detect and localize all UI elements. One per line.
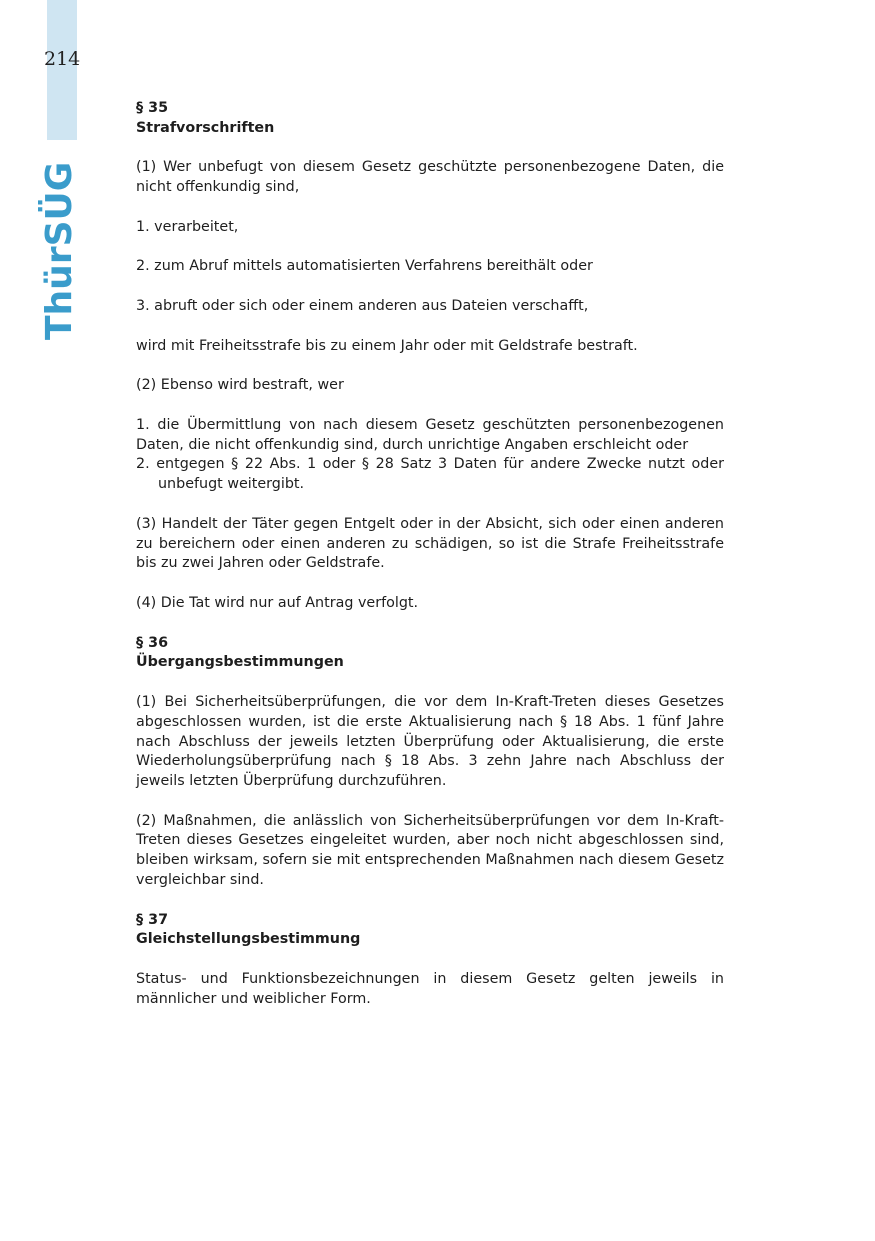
list-item: 3. abruft oder sich oder einem anderen aus Dateien verschafft,: [136, 297, 589, 314]
list-item: 1. die Übermittlung von nach diesem Gesetz geschützten personenbezogenen Daten, die nicht offenkundig sind, durch unrichtige Angaben erschleicht oder: [136, 416, 724, 453]
list-item: 2. entgegen § 22 Abs. 1 oder § 28 Satz 3 Daten für andere Zwecke nutzt oder unbefugt weitergibt.: [136, 456, 724, 493]
paragraph: (3) Handelt der Täter gegen Entgelt oder in der Absicht, sich oder einen anderen zu bereichern oder einen anderen zu schädigen, so ist die Strafe Freiheitsstrafe bis zu zwei Jahren oder Geldstrafe.: [136, 515, 724, 572]
paragraph: Status- und Funktionsbezeichnungen in diesem Gesetz gelten jeweils in männlicher und weiblicher Form.: [136, 971, 724, 1007]
running-side-title: ThürSÜG: [39, 161, 80, 340]
paragraph: (2) Ebenso wird bestraft, wer: [136, 377, 344, 394]
section-number: § 35: [136, 100, 169, 116]
paragraph: (1) Bei Sicherheitsüberprüfungen, die vor dem In-Kraft-Treten dieses Gesetzes abgeschlossen wurden, ist die erste Aktualisierung nach § 18 Abs. 1 fünf Jahre nach Abschluss der jeweils letzten Überprüfung oder Aktualisierung, die erste Wiederholungsüberprüfung nach § 18 Abs. 3 zehn Jahre nach Abschluss der jeweils letzten Überprüfung durchzuführen.: [136, 693, 724, 790]
paragraph: (2) Maßnahmen, die anlässlich von Sicherheitsüberprüfungen vor dem In-Kraft-Treten dieses Gesetzes eingeleitet wurden, aber noch nicht abgeschlossen sind, bleiben wirksam, sofern sie mit entsprechenden Maßnahmen nach diesem Gesetz vergleichbar sind.: [136, 812, 724, 889]
paragraph: (1) Wer unbefugt von diesem Gesetz geschützte personenbezogene Daten, die nicht offenkundig sind,: [136, 159, 724, 196]
section-title: Übergangsbestimmungen: [136, 654, 344, 671]
list-item: 2. zum Abruf mittels automatisierten Verfahrens bereithält oder: [136, 258, 593, 275]
paragraph: (4) Die Tat wird nur auf Antrag verfolgt.: [136, 594, 419, 611]
list-item: 1. verarbeitet,: [136, 218, 239, 235]
section-number: § 37: [136, 911, 169, 928]
section-36: [136, 634, 724, 891]
section-title: Gleichstellungsbestimmung: [136, 931, 361, 948]
section-title: Strafvorschriften: [136, 119, 275, 136]
side-color-band: [47, 0, 77, 140]
section-35: [136, 99, 724, 614]
page-number: 214: [44, 48, 81, 70]
section-number: § 36: [136, 634, 169, 651]
paragraph: wird mit Freiheitsstrafe bis zu einem Jahr oder mit Geldstrafe bestraft.: [136, 337, 638, 354]
document-body: [136, 99, 724, 1029]
section-37: [136, 911, 724, 1010]
